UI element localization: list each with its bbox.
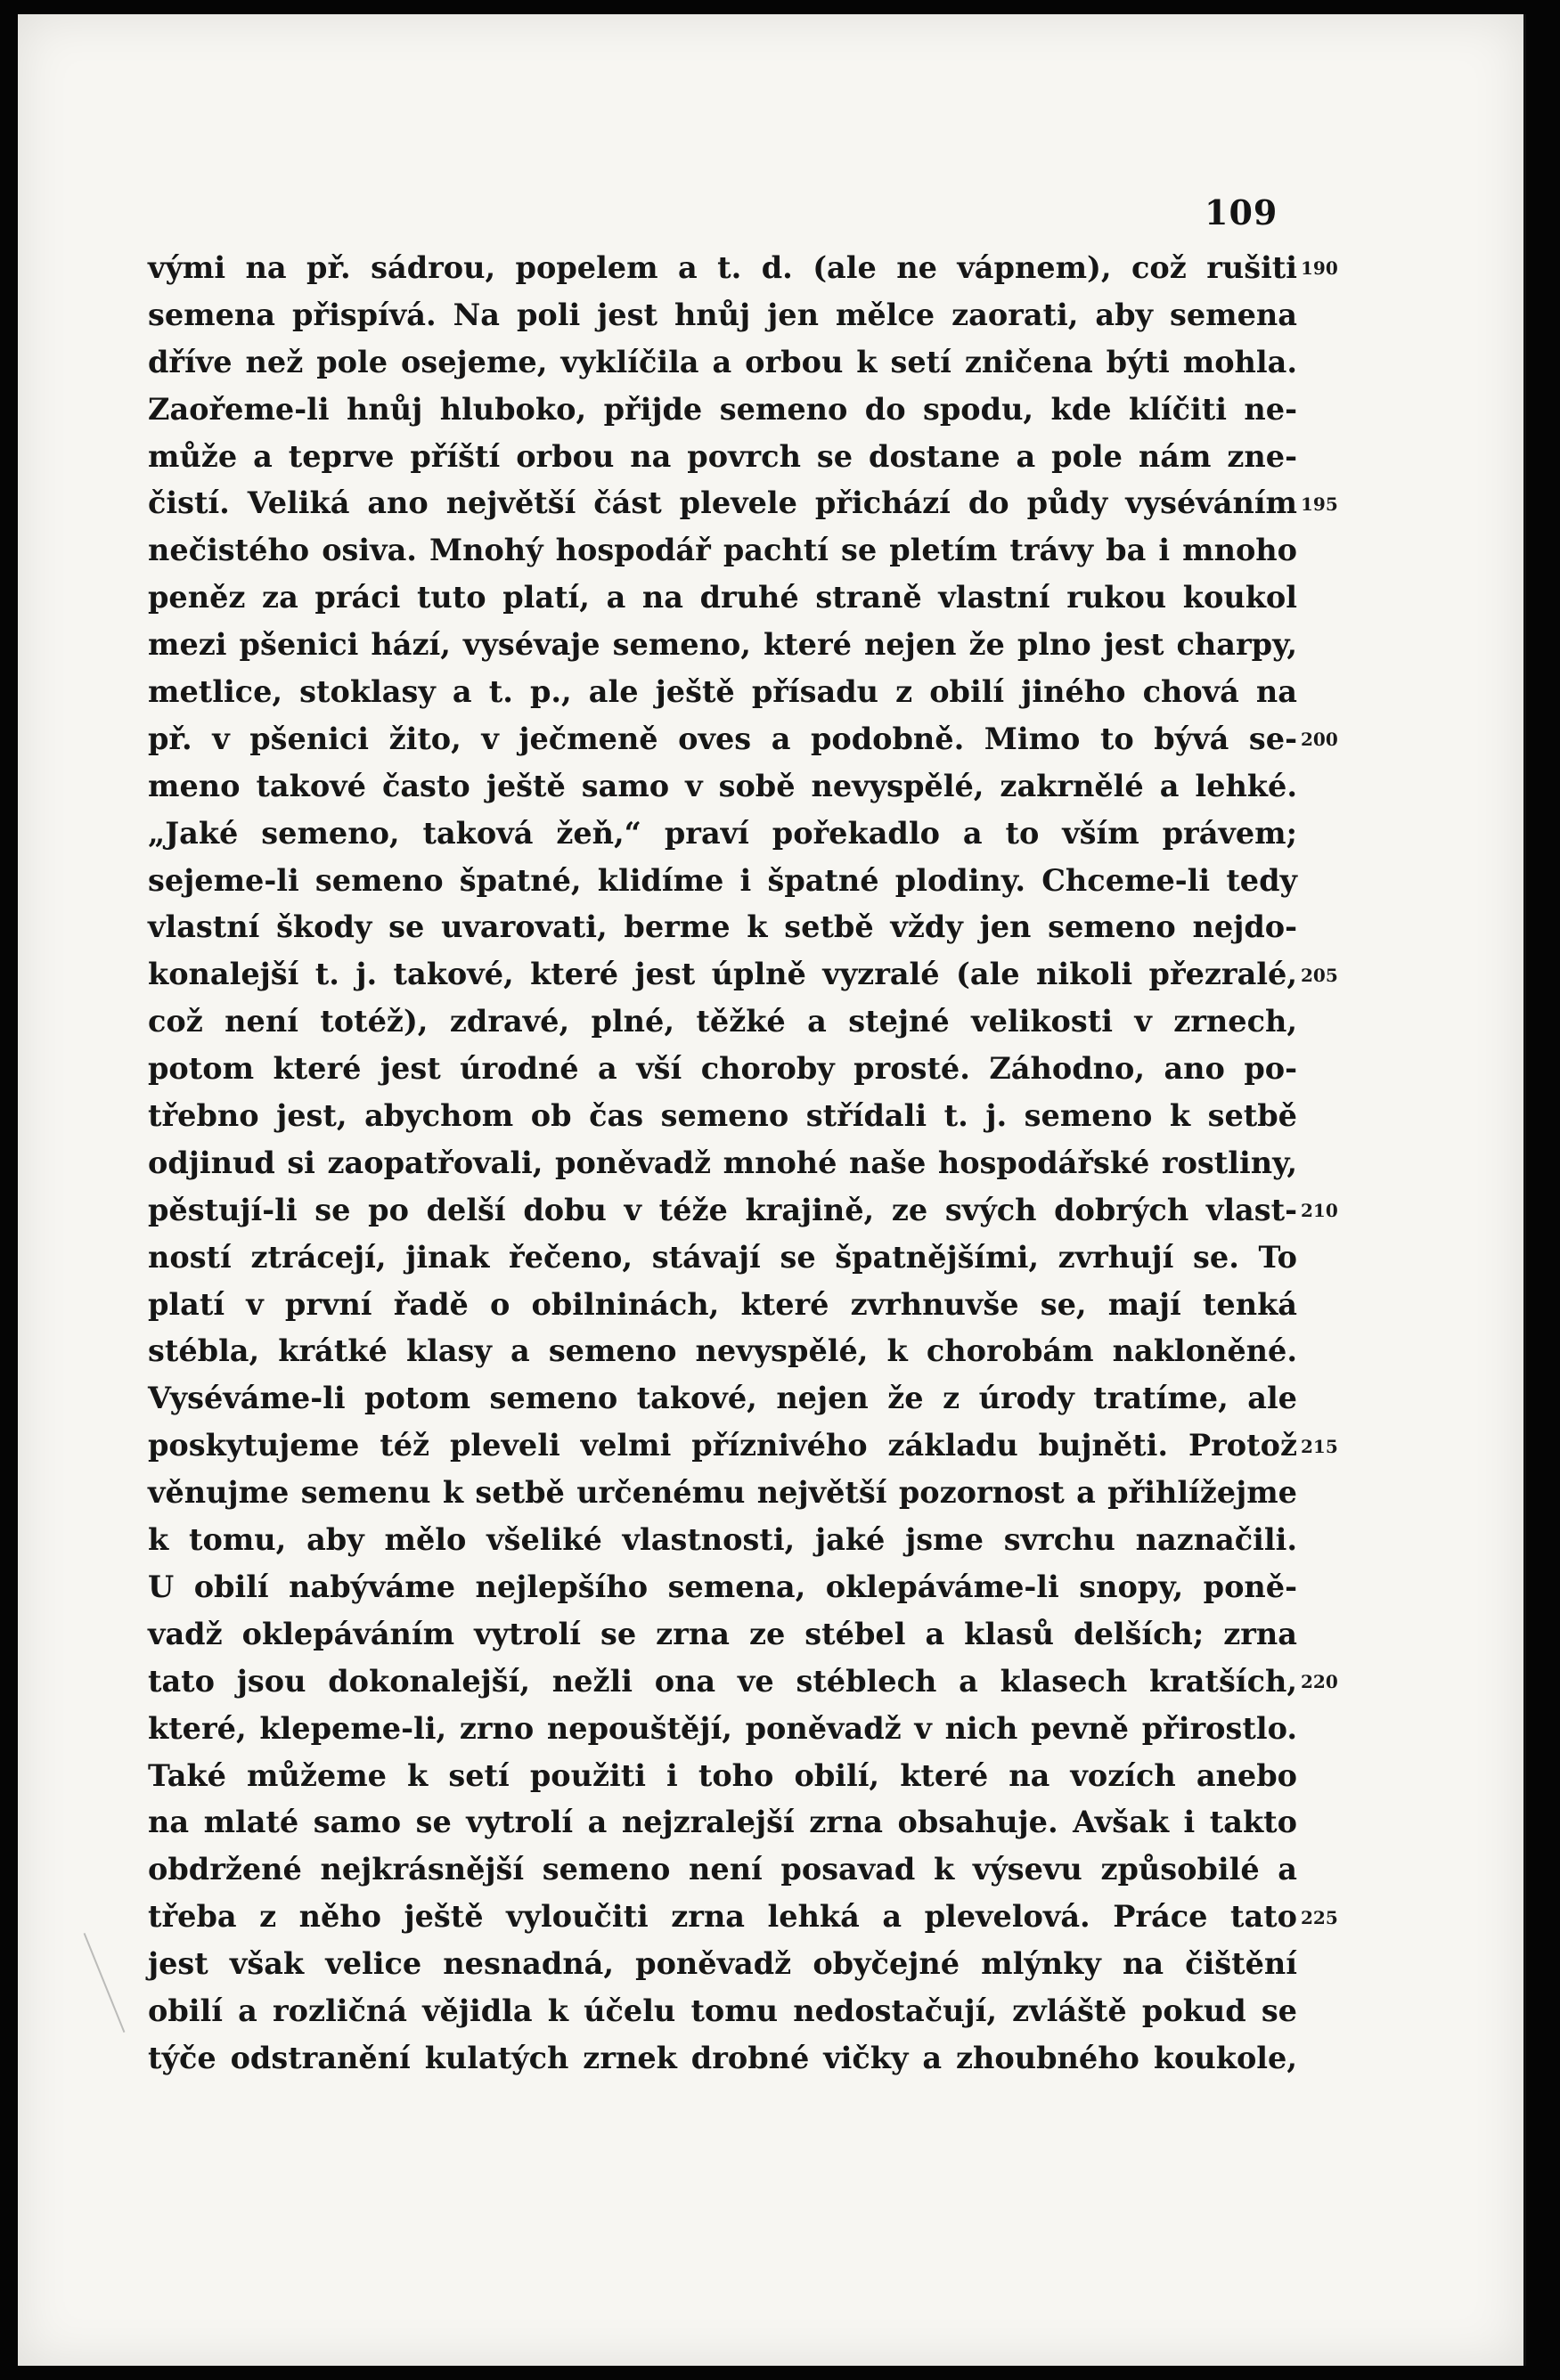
- margin-line-number: 215: [1301, 1435, 1338, 1457]
- text-line: může a teprve příští orbou na povrch se dostane a pole nám zne-: [148, 438, 1297, 474]
- text-line: obdržené nejkrásnější semeno není posavad k výsevu způsobilé a: [148, 1852, 1297, 1887]
- text-line: semena přispívá. Na poli jest hnůj jen mělce zaorati, aby semena: [148, 297, 1297, 332]
- text-line: konalejší t. j. takové, které jest úplně vyzralé (ale nikoli přezralé,: [148, 957, 1297, 992]
- text-line: stébla, krátké klasy a semeno nevyspělé, k chorobám nakloněné.: [148, 1333, 1297, 1369]
- text-line: meno takové často ještě samo v sobě nevyspělé, zakrnělé a lehké.: [148, 768, 1297, 803]
- text-line: metlice, stoklasy a t. p., ale ještě přísadu z obilí jiného chová na: [148, 674, 1297, 710]
- text-line: třeba z něho ještě vyloučiti zrna lehká a plevelová. Práce tato: [148, 1899, 1297, 1935]
- book-page: [18, 14, 1526, 2366]
- text-line: ností ztrácejí, jinak řečeno, stávají se špatnějšími, zvrhují se. To: [148, 1239, 1297, 1275]
- text-line: U obilí nabýváme nejlepšího semena, oklepáváme-li snopy, poně-: [148, 1569, 1297, 1604]
- margin-line-number: 220: [1301, 1671, 1338, 1692]
- text-line: poskytujeme též pleveli velmi příznivého základu bujněti. Protož: [148, 1428, 1297, 1463]
- text-line: platí v první řadě o obilninách, které zvrhnuvše se, mají tenká: [148, 1286, 1297, 1322]
- text-line: vadž oklepáváním vytrolí se zrna ze stébel a klasů delších; zrna: [148, 1616, 1297, 1651]
- page-number: 109: [1205, 192, 1278, 232]
- text-line: dříve než pole osejeme, vyklíčila a orbou k setí zničena býti mohla.: [148, 344, 1297, 379]
- text-line: „Jaké semeno, taková žeň,“ praví pořekadlo a to vším právem;: [148, 815, 1297, 851]
- margin-line-number: 225: [1301, 1906, 1338, 1928]
- text-line: tato jsou dokonalejší, nežli ona ve stéblech a klasech kratších,: [148, 1663, 1297, 1699]
- text-line: což není totéž), zdravé, plné, těžké a stejné velikosti v zrnech,: [148, 1004, 1297, 1039]
- text-line: třebno jest, abychom ob čas semeno střídali t. j. semeno k setbě: [148, 1098, 1297, 1134]
- text-line: věnujme semenu k setbě určenému největší pozornost a přihlížejme: [148, 1475, 1297, 1511]
- margin-line-number: 200: [1301, 729, 1338, 750]
- margin-line-number: 195: [1301, 493, 1338, 515]
- text-line: čistí. Veliká ano největší část plevele přichází do půdy vyséváním: [148, 485, 1297, 521]
- text-line: jest však velice nesnadná, poněvadž obyčejné mlýnky na čištění: [148, 1946, 1297, 1982]
- text-line: odjinud si zaopatřovali, poněvadž mnohé naše hospodářské rostliny,: [148, 1145, 1297, 1180]
- text-line: mezi pšenici hází, vysévaje semeno, které nejen že plno jest charpy,: [148, 627, 1297, 663]
- text-line: vlastní škody se uvarovati, berme k setbě vždy jen semeno nejdo-: [148, 909, 1297, 945]
- text-line: sejeme-li semeno špatné, klidíme i špatné plodiny. Chceme-li tedy: [148, 862, 1297, 898]
- margin-line-number: 210: [1301, 1200, 1338, 1221]
- text-line: Vyséváme-li potom semeno takové, nejen že z úrody tratíme, ale: [148, 1381, 1297, 1416]
- text-line: pěstují-li se po delší dobu v téže krajině, ze svých dobrých vlast-: [148, 1192, 1297, 1227]
- text-line: Zaořeme-li hnůj hluboko, přijde semeno do spodu, kde klíčiti ne-: [148, 391, 1297, 427]
- page-scratch-mark: [84, 1933, 126, 2033]
- text-line: nečistého osiva. Mnohý hospodář pachtí se pletím trávy ba i mnoho: [148, 533, 1297, 568]
- margin-line-number: 190: [1301, 257, 1338, 279]
- text-line: týče odstranění kulatých zrnek drobné vičky a zhoubného koukole,: [148, 2040, 1297, 2075]
- text-line: peněz za práci tuto platí, a na druhé straně vlastní rukou koukol: [148, 580, 1297, 615]
- body-text: [148, 245, 1297, 2082]
- text-line: potom které jest úrodné a vší choroby prosté. Záhodno, ano po-: [148, 1051, 1297, 1087]
- margin-line-number: 205: [1301, 964, 1338, 986]
- text-line: př. v pšenici žito, v ječmeně oves a podobně. Mimo to bývá se-: [148, 721, 1297, 756]
- text-line: obilí a rozličná vějidla k účelu tomu nedostačují, zvláště pokud se: [148, 1993, 1297, 2028]
- text-line: k tomu, aby mělo všeliké vlastnosti, jaké jsme svrchu naznačili.: [148, 1522, 1297, 1558]
- text-line: vými na př. sádrou, popelem a t. d. (ale ne vápnem), což rušiti: [148, 250, 1297, 285]
- text-line: které, klepeme-li, zrno nepouštějí, poněvadž v nich pevně přirostlo.: [148, 1710, 1297, 1746]
- text-line: na mlaté samo se vytrolí a nejzralejší zrna obsahuje. Avšak i takto: [148, 1805, 1297, 1840]
- text-line: Také můžeme k setí použiti i toho obilí, které na vozích anebo: [148, 1757, 1297, 1793]
